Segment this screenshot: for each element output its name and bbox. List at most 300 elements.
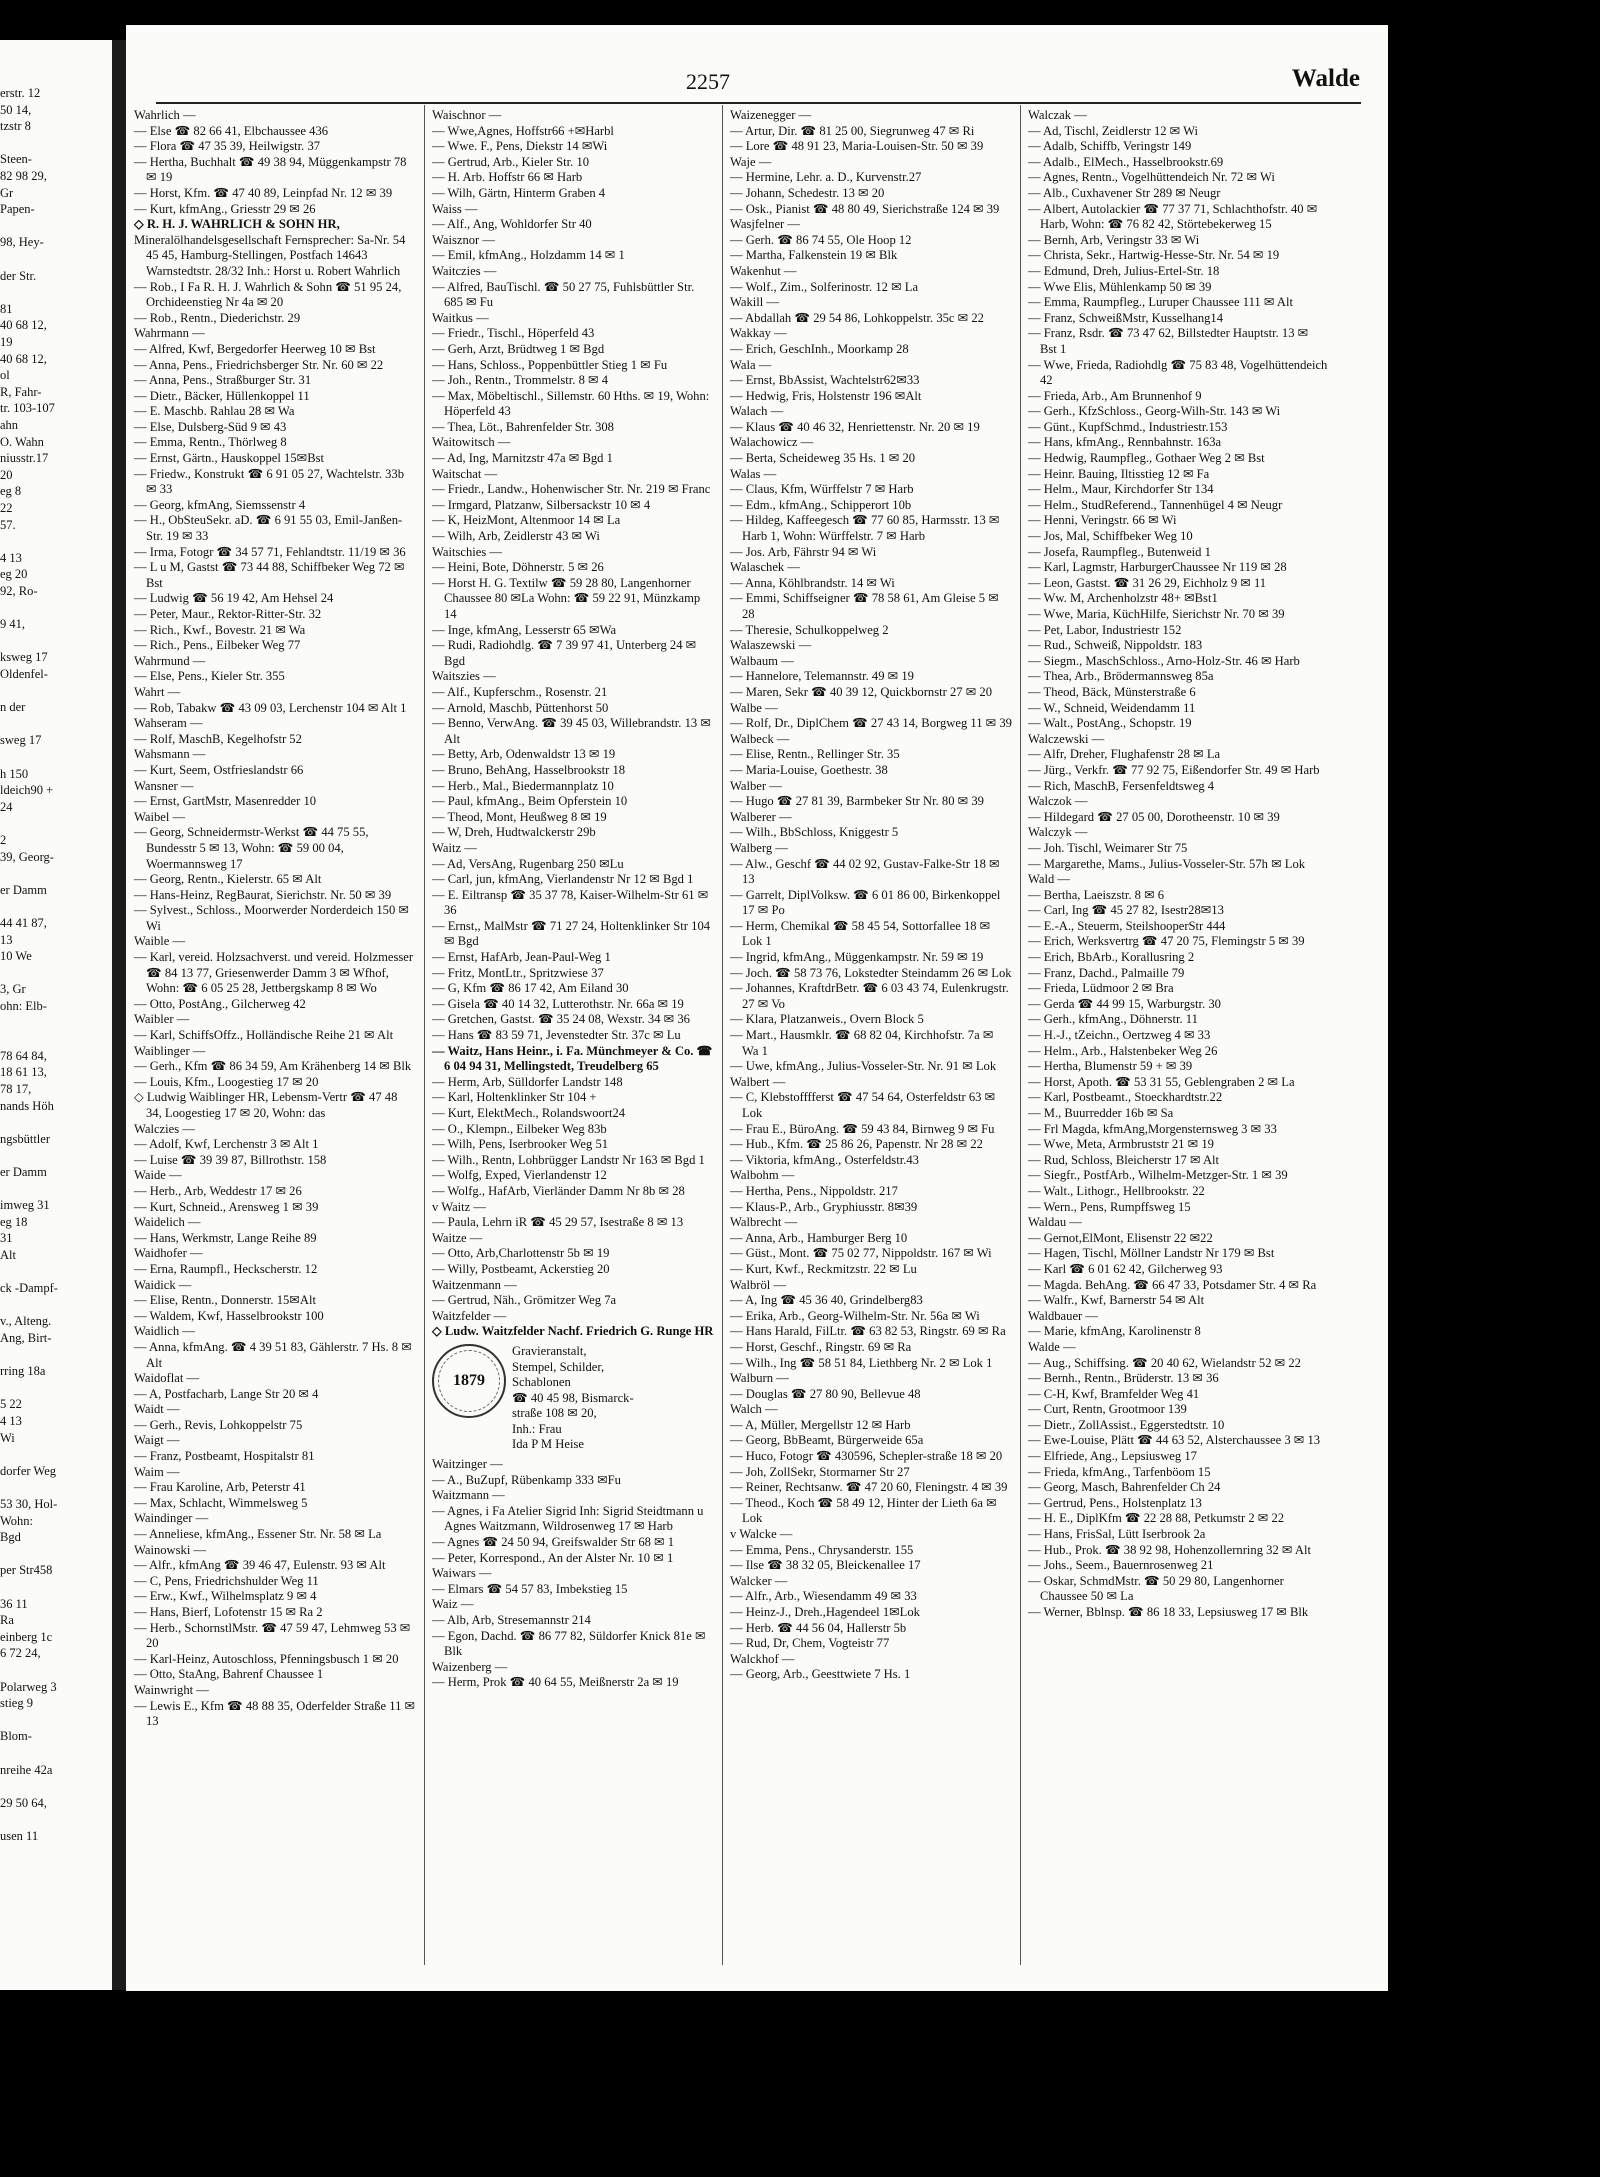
- surname-heading: Waizenegger —: [730, 108, 812, 122]
- directory-entry: — Erich, GeschInh., Moorkamp 28: [730, 341, 909, 356]
- left-page-text: der Str.: [0, 268, 37, 283]
- directory-entry: — A., BuZupf, Rübenkamp 333 ✉Fu: [432, 1472, 621, 1487]
- left-page-text: 19: [0, 335, 13, 349]
- directory-entry: — Rud, Dr, Chem, Vogteistr 77: [730, 1636, 890, 1651]
- directory-entry: — Helm., Maur, Kirchdorfer Str 134: [1028, 482, 1214, 497]
- left-page-text: einberg 1c: [0, 1629, 53, 1644]
- directory-entry: — Jos, Mal, Schiffbeker Weg 10: [1028, 529, 1193, 544]
- left-page-text: niusstr.17: [0, 451, 49, 466]
- directory-entry: — Theresie, Schulkoppelweg 2: [730, 622, 889, 637]
- directory-entry: — Peter, Korrespond., An der Alster Nr. 10 ✉ 1: [432, 1550, 674, 1565]
- directory-entry: — Ernst, HafArb, Jean-Paul-Weg 1: [432, 950, 611, 965]
- directory-entry: — Georg, Rentn., Kielerstr. 65 ✉ Alt: [134, 872, 322, 887]
- directory-entry: — Hugo ☎ 27 81 39, Barmbeker Str Nr. 80 ✉ 39: [730, 794, 984, 809]
- directory-entry: — Hub., Prok. ☎ 38 92 98, Hohenzollernring 32 ✉ Alt: [1028, 1542, 1311, 1557]
- left-page-text: ngsbüttler: [0, 1131, 50, 1146]
- directory-entry: — Elmars ☎ 54 57 83, Imbekstieg 15: [432, 1581, 628, 1596]
- surname-heading: Wainwright —: [134, 1682, 209, 1697]
- left-page-text: h 150: [0, 766, 29, 781]
- directory-entry: — Wolf., Zim., Solferinostr. 12 ✉ La: [730, 279, 919, 294]
- surname-heading: Walbert —: [730, 1074, 786, 1089]
- directory-entry: — Bernh, Arb, Veringstr 33 ✉ Wi: [1028, 232, 1200, 247]
- left-page-text: 36 11: [0, 1596, 28, 1611]
- directory-entry: — Johann, Schedestr. 13 ✉ 20: [730, 185, 885, 200]
- directory-entry: — Gerh., Kfm ☎ 86 34 59, Am Krähenberg 14 ✉ Blk: [134, 1059, 412, 1074]
- directory-entry: — Frieda, kfmAng., Tarfenböom 15: [1028, 1464, 1211, 1479]
- directory-entry: — Garrelt, DiplVolksw. ☎ 6 01 86 00, Birkenkoppel 17 ✉ Po: [730, 887, 1001, 918]
- directory-entry: — Hans ☎ 83 59 71, Jevenstedter Str. 37c ✉ Lu: [432, 1028, 681, 1043]
- directory-entry: — Hans, Werkmstr, Lange Reihe 89: [134, 1230, 317, 1245]
- directory-entry: — Klaus-P., Arb., Gryphiusstr. 8✉39: [730, 1199, 918, 1214]
- directory-entry: — Wwe Elis, Mühlenkamp 50 ✉ 39: [1028, 279, 1212, 294]
- surname-heading: Walczok —: [1028, 794, 1088, 809]
- directory-entry: — Leon, Gastst. ☎ 31 26 29, Eichholz 9 ✉ 11: [1028, 575, 1267, 590]
- left-page-text: rring 18a: [0, 1364, 46, 1379]
- directory-entry: — Abdallah ☎ 29 54 86, Lohkoppelstr. 35c ✉ 22: [730, 310, 984, 325]
- directory-entry: — Anna, kfmAng. ☎ 4 39 51 83, Gählerstr. 7 Hs. 8 ✉ Alt: [134, 1339, 412, 1370]
- left-page-text: 98, Hey-: [0, 235, 44, 250]
- directory-entry: — Albert, Autolackier ☎ 77 37 71, Schlachthofstr. 40 ✉ Harb, Wohn: ☎ 76 82 42, Störtebekerweg 15: [1028, 201, 1318, 232]
- directory-entry: — Joch. ☎ 58 73 76, Lokstedter Steindamm 26 ✉ Lok: [730, 965, 1012, 980]
- directory-entry: — Ad, Ing, Marnitzstr 47a ✉ Bgd 1: [432, 451, 613, 466]
- surname-heading: Walde —: [1028, 1339, 1076, 1354]
- left-page-text: ck -Dampf-: [0, 1281, 58, 1296]
- directory-entry: — Agnes, Rentn., Vogelhüttendeich Nr. 72 ✉ Wi: [1028, 170, 1275, 185]
- directory-entry: — Hagen, Tischl, Möllner Landstr Nr 179 ✉ Bst: [1028, 1246, 1275, 1261]
- directory-entry: — Inge, kfmAng, Lesserstr 65 ✉Wa: [432, 622, 617, 637]
- directory-entry: — K, HeizMont, Altenmoor 14 ✉ La: [432, 513, 621, 528]
- directory-entry: — L u M, Gastst ☎ 73 44 88, Schiffbeker Weg 72 ✉ Bst: [134, 560, 405, 590]
- directory-entry: — Else, Pens., Kieler Str. 355: [134, 669, 285, 684]
- surname-heading: Walbröl —: [730, 1277, 786, 1292]
- directory-entry: — Emmi, Schiffseigner ☎ 78 58 61, Am Gleise 5 ✉ 28: [730, 591, 999, 621]
- directory-entry: — Alfred, BauTischl. ☎ 50 27 75, Fuhlsbüttler Str. 685 ✉ Fu: [432, 279, 695, 310]
- left-page-text: n der: [0, 700, 26, 715]
- surname-heading: Waide —: [134, 1168, 182, 1183]
- directory-entry: — Heinz-J., Dreh.,Hagendeel 1✉Lok: [730, 1605, 920, 1619]
- directory-entry: — Rob., Rentn., Diederichstr. 29: [134, 310, 301, 325]
- directory-entry: — Bernh., Rentn., Brüderstr. 13 ✉ 36: [1028, 1371, 1219, 1386]
- directory-entry: — Wolfg., HafArb, Vierländer Damm Nr 8b ✉ 28: [432, 1183, 685, 1198]
- left-page-text: Papen-: [0, 202, 35, 217]
- directory-entry: — Elise, Rentn., Rellinger Str. 35: [730, 747, 900, 762]
- surname-heading: Waidlich —: [134, 1324, 195, 1339]
- directory-entry: — Irmgard, Platzanw, Silbersackstr 10 ✉ 4: [432, 497, 651, 512]
- directory-entry: — Hertha, Blumenstr 59 + ✉ 39: [1028, 1059, 1193, 1074]
- directory-entry: — Pet, Labor, Industriestr 152: [1028, 622, 1182, 637]
- directory-entry: — Emil, kfmAng., Holzdamm 14 ✉ 1: [432, 248, 625, 263]
- left-page-text: ldeich90 +: [0, 783, 54, 798]
- surname-heading: Waitzinger —: [432, 1457, 503, 1472]
- directory-entry: — Herb., Arb, Weddestr 17 ✉ 26: [134, 1183, 302, 1198]
- directory-entry: — Agnes, i Fa Atelier Sigrid Inh: Sigrid Steidtmann u Agnes Waitzmann, Wildrosenweg 17 ✉ Harb: [432, 1503, 704, 1534]
- directory-entry: — Ernst,, MalMstr ☎ 71 27 24, Holtenklinker Str 104 ✉ Bgd: [432, 918, 711, 949]
- directory-entry: — Wern., Pens, Rumpffsweg 15: [1028, 1199, 1191, 1214]
- surname-heading: Walbe —: [730, 700, 778, 715]
- directory-entry: — Kurt, ElektMech., Rolandswoort24: [432, 1106, 626, 1120]
- directory-entry: — Kurt, Kwf., Reckmitzstr. 22 ✉ Lu: [730, 1261, 917, 1276]
- directory-entry: — Arnold, Maschb, Püttenhorst 50: [432, 700, 609, 715]
- column-divider: [1020, 105, 1021, 1965]
- directory-entry: — Wilh, Gärtn, Hinterm Graben 4: [432, 185, 606, 200]
- directory-entry: — Georg, Masch, Bahrenfelder Ch 24: [1028, 1480, 1221, 1495]
- directory-entry: — Kurt, Schneid., Arensweg 1 ✉ 39: [134, 1199, 319, 1214]
- directory-entry: — H.-J., tZeichn., Oertzweg 4 ✉ 33: [1028, 1028, 1211, 1043]
- directory-entry: — Else ☎ 82 66 41, Elbchaussee 436: [134, 123, 329, 138]
- directory-entry: — Else, Dulsberg-Süd 9 ✉ 43: [134, 419, 287, 434]
- directory-entry: — Flora ☎ 47 35 39, Heilwigstr. 37: [134, 139, 321, 154]
- directory-entry: — Thea, Löt., Bahrenfelder Str. 308: [432, 419, 614, 434]
- surname-heading: Walch —: [730, 1402, 778, 1417]
- left-page-text: eg 18: [0, 1214, 28, 1229]
- surname-heading: Walachowicz —: [730, 435, 814, 450]
- surname-heading: Waitz —: [432, 840, 477, 855]
- surname-heading: Wahrlich —: [134, 108, 196, 122]
- left-page-text: 29 50 64,: [0, 1795, 47, 1810]
- directory-entry: — H., ObSteuSekr. aD. ☎ 6 91 55 03, Emil-Janßen-Str. 19 ✉ 33: [134, 513, 403, 544]
- left-page-text: tzstr 8: [0, 119, 31, 134]
- surname-heading: Waischnor —: [432, 108, 502, 122]
- directory-entry: — Georg, Arb., Geesttwiete 7 Hs. 1: [730, 1667, 911, 1682]
- directory-entry: — M., Buurredder 16b ✉ Sa: [1028, 1106, 1174, 1120]
- directory-entry: — Gerh, Arzt, Brüdtweg 1 ✉ Bgd: [432, 341, 605, 356]
- directory-entry: — Emma, Pens., Chrysanderstr. 155: [730, 1542, 914, 1557]
- directory-entry: — Frau E., BüroAng. ☎ 59 43 84, Birnweg 9 ✉ Fu: [730, 1121, 995, 1136]
- left-page-text: 39, Georg-: [0, 849, 54, 864]
- left-page-text: 6 72 24,: [0, 1646, 41, 1661]
- directory-entry: — Karl ☎ 6 01 62 42, Gilcherweg 93: [1028, 1261, 1223, 1276]
- directory-entry: — Klara, Platzanweis., Overn Block 5: [730, 1012, 924, 1027]
- directory-entry: — Ww. M, Archenholzstr 48+ ✉Bst1: [1028, 591, 1218, 606]
- directory-entry: — H. E., DiplKfm ☎ 22 28 88, Petkumstr 2 ✉ 22: [1028, 1511, 1285, 1526]
- directory-entry: — Maria-Louise, Goethestr. 38: [730, 762, 888, 777]
- directory-entry: — Hub., Kfm. ☎ 25 86 26, Papenstr. Nr 28 ✉ 22: [730, 1137, 983, 1152]
- advert-line: ☎ 40 45 98, Bismarck-: [512, 1390, 634, 1405]
- directory-entry: — A, Müller, Mergellstr 12 ✉ Harb: [730, 1417, 911, 1432]
- surname-heading: Walach —: [730, 404, 784, 419]
- directory-entry: — Luise ☎ 39 39 87, Billrothstr. 158: [134, 1152, 327, 1167]
- directory-entry: — W., Schneid, Weidendamm 11: [1028, 700, 1196, 715]
- surname-heading: Walckhof —: [730, 1651, 795, 1666]
- directory-entry: — Irma, Fotogr ☎ 34 57 71, Fehlandtstr. 11/19 ✉ 36: [134, 544, 406, 559]
- directory-entry: — Alfred, Kwf, Bergedorfer Heerweg 10 ✉ Bst: [134, 341, 376, 356]
- directory-entry: — Walt., Lithogr., Hellbrookstr. 22: [1028, 1183, 1205, 1198]
- left-page-text: ohn: Elb-: [0, 999, 47, 1013]
- surname-heading: Wainowski —: [134, 1542, 207, 1557]
- directory-entry: — Otto, PostAng., Gilcherweg 42: [134, 996, 306, 1011]
- directory-entry: — Maren, Sekr ☎ 40 39 12, Quickbornstr 27 ✉ 20: [730, 684, 992, 699]
- directory-entry: — Herm, Prok ☎ 40 64 55, Meißnerstr 2a ✉ 19: [432, 1675, 679, 1690]
- left-page-text: imweg 31: [0, 1198, 50, 1213]
- directory-entry: — Alfr, Dreher, Flughafenstr 28 ✉ La: [1028, 747, 1221, 762]
- directory-entry: — Adalb, Schiffb, Veringstr 149: [1028, 139, 1192, 154]
- surname-heading: Walczyk —: [1028, 825, 1088, 840]
- directory-entry: — Hedwig, Raumpfleg., Gothaer Weg 2 ✉ Bst: [1028, 451, 1265, 466]
- left-page-text: er Damm: [0, 1165, 47, 1179]
- column-4: [1028, 108, 1328, 1621]
- directory-entry: — Fritz, MontLtr., Spritzwiese 37: [432, 965, 604, 980]
- directory-entry: — Betty, Arb, Odenwaldstr 13 ✉ 19: [432, 747, 616, 762]
- surname-heading: Waje —: [730, 154, 772, 169]
- directory-entry: — Herm, Arb, Sülldorfer Landstr 148: [432, 1074, 623, 1089]
- directory-entry: — Waldem, Kwf, Hasselbrookstr 100: [134, 1308, 324, 1323]
- directory-entry: — Hannelore, Telemannstr. 49 ✉ 19: [730, 669, 914, 684]
- left-page-text: O. Wahn: [0, 434, 44, 449]
- directory-entry: — Rud, Schloss, Bleicherstr 17 ✉ Alt: [1028, 1152, 1220, 1167]
- directory-entry: — Louis, Kfm., Loogestieg 17 ✉ 20: [134, 1074, 319, 1089]
- directory-entry: — Theod, Bäck, Münsterstraße 6: [1028, 684, 1196, 699]
- left-page-text: eg 8: [0, 484, 22, 499]
- directory-entry: — Wolfg, Exped, Vierlandenstr 12: [432, 1168, 607, 1183]
- directory-entry: — Dietr., ZollAssist., Eggerstedtstr. 10: [1028, 1417, 1225, 1432]
- surname-heading: Waldbauer —: [1028, 1308, 1098, 1323]
- surname-heading: Wahrmann —: [134, 326, 205, 341]
- left-page-text: erstr. 12: [0, 86, 41, 100]
- directory-entry: — Alb, Arb, Stresemannstr 214: [432, 1613, 591, 1627]
- directory-entry: — Gertrud, Arb., Kieler Str. 10: [432, 154, 590, 169]
- directory-entry: — Heini, Bote, Döhnerstr. 5 ✉ 26: [432, 560, 604, 575]
- directory-entry: — Elfriede, Ang., Lepsiusweg 17: [1028, 1449, 1197, 1464]
- directory-entry: — Ernst, GartMstr, Masenredder 10: [134, 794, 317, 809]
- directory-entry: — Wilh., BbSchloss, Kniggestr 5: [730, 825, 899, 840]
- surname-heading: Wald —: [1028, 872, 1071, 887]
- directory-entry: — Gertrud, Pens., Holstenplatz 13: [1028, 1495, 1202, 1510]
- directory-entry: — Hedwig, Fris, Holstenstr 196 ✉Alt: [730, 388, 922, 403]
- directory-entry: — Paula, Lehrn iR ☎ 45 29 57, Isestraße 8 ✉ 13: [432, 1215, 684, 1230]
- surname-heading: Walczak —: [1028, 108, 1087, 122]
- left-page-text: ksweg 17: [0, 650, 48, 665]
- directory-entry: ◇ R. H. J. WAHRLICH & SOHN HR,: [134, 217, 340, 232]
- directory-entry: — Christa, Sekr., Hartwig-Hesse-Str. Nr. 54 ✉ 19: [1028, 248, 1280, 263]
- surname-heading: Waitzfelder —: [432, 1308, 507, 1323]
- directory-entry: — Carl, jun, kfmAng, Vierlandenstr Nr 12 ✉ Bgd 1: [432, 872, 694, 887]
- directory-entry: — Otto, StaAng, Bahrenf Chaussee 1: [134, 1667, 324, 1682]
- directory-entry: — Frieda, Arb., Am Brunnenhof 9: [1028, 388, 1202, 403]
- directory-entry: — Jürg., Verkfr. ☎ 77 92 75, Eißendorfer Str. 49 ✉ Harb: [1028, 762, 1320, 777]
- directory-entry: — Josefa, Raumpfleg., Butenweid 1: [1028, 544, 1211, 559]
- directory-entry: — Werner, Bblnsp. ☎ 86 18 33, Lepsiusweg 17 ✉ Blk: [1028, 1605, 1309, 1619]
- directory-entry: — Friedw., Konstrukt ☎ 6 91 05 27, Wachtelstr. 33b ✉ 33: [134, 466, 405, 497]
- directory-entry: — Siegm., MaschSchloss., Arno-Holz-Str. 46 ✉ Harb: [1028, 653, 1300, 668]
- left-page-text: Wohn:: [0, 1513, 34, 1528]
- directory-entry: — Ewe-Louise, Plätt ☎ 44 63 52, Alsterchaussee 3 ✉ 13: [1028, 1433, 1321, 1448]
- directory-entry: — Anneliese, kfmAng., Essener Str. Nr. 58 ✉ La: [134, 1527, 382, 1542]
- directory-entry: — Berta, Scheideweg 35 Hs. 1 ✉ 20: [730, 451, 916, 466]
- left-page-text: 44 41 87,: [0, 916, 47, 930]
- directory-entry: — Osk., Pianist ☎ 48 80 49, Sierichstraße 124 ✉ 39: [730, 201, 1000, 216]
- directory-entry: — Rob, Tabakw ☎ 43 09 03, Lerchenstr 104 ✉ Alt 1: [134, 700, 407, 715]
- column-3: [730, 108, 1012, 1683]
- directory-entry: — A, Postfacharb, Lange Str 20 ✉ 4: [134, 1386, 319, 1401]
- directory-entry: — C, Klebstofffferst ☎ 47 54 64, Osterfeldstr 63 ✉ Lok: [730, 1090, 996, 1120]
- directory-entry: — Jos. Arb, Fährstr 94 ✉ Wi: [730, 544, 877, 559]
- left-page-text: 3, Gr: [0, 982, 26, 997]
- left-page-text: 5 22: [0, 1397, 22, 1412]
- surname-heading: Walberg —: [730, 840, 788, 855]
- left-page-text: 13: [0, 932, 13, 947]
- surname-heading: Walas —: [730, 466, 777, 481]
- surname-heading: Waibler —: [134, 1012, 190, 1027]
- directory-entry: — Georg, kfmAng, Siemssenstr 4: [134, 497, 306, 512]
- left-page-text: 82 98 29,: [0, 169, 47, 183]
- left-page-text: Blom-: [0, 1729, 32, 1744]
- directory-entry: — Edmund, Dreh, Julius-Ertel-Str. 18: [1028, 263, 1220, 278]
- directory-entry: ◇ Ludw. Waitzfelder Nachf. Friedrich G. Runge HR: [432, 1324, 714, 1339]
- surname-heading: Waitschies —: [432, 544, 502, 559]
- directory-entry: — Alf., Ang, Wohldorfer Str 40: [432, 217, 592, 232]
- left-page-fragment: [0, 40, 112, 1990]
- left-page-text: nreihe 42a: [0, 1762, 53, 1777]
- surname-heading: Walbaum —: [730, 653, 794, 668]
- surname-heading: Waindinger —: [134, 1511, 209, 1526]
- directory-entry: — Emma, Raumpfleg., Luruper Chaussee 111 ✉ Alt: [1028, 295, 1293, 310]
- directory-entry: — Wwe,Agnes, Hoffstr66 +✉Harbl: [432, 123, 614, 138]
- directory-entry: — Kurt, Seem, Ostfrieslandstr 66: [134, 762, 304, 777]
- directory-entry: — Alfr., kfmAng ☎ 39 46 47, Eulenstr. 93 ✉ Alt: [134, 1558, 386, 1573]
- surname-heading: Waiblinger —: [134, 1043, 206, 1058]
- directory-entry: — Ingrid, kfmAng., Müggenkampstr. Nr. 59 ✉ 19: [730, 950, 984, 965]
- surname-heading: Wahrmund —: [134, 653, 206, 668]
- directory-entry: — Gerh. ☎ 86 74 55, Ole Hoop 12: [730, 232, 912, 247]
- surname-heading: Waitczies —: [432, 263, 497, 278]
- advert-line: Schablonen: [512, 1375, 571, 1390]
- directory-entry: — Hildeg, Kaffeegesch ☎ 77 60 85, Harmsstr. 13 ✉ Harb 1, Wohn: Würffelstr. 7 ✉ Harb: [730, 513, 1000, 544]
- left-page-text: tr. 103-107: [0, 401, 55, 416]
- surname-heading: v Waitz —: [432, 1199, 487, 1214]
- directory-entry: — Lore ☎ 48 91 23, Maria-Louisen-Str. 50 ✉ 39: [730, 139, 984, 154]
- directory-entry: — G, Kfm ☎ 86 17 42, Am Eiland 30: [432, 981, 629, 996]
- directory-entry: — Willy, Postbeamt, Ackerstieg 20: [432, 1261, 610, 1276]
- directory-entry: — Ernst, Gärtn., Hauskoppel 15✉Bst: [134, 451, 324, 466]
- directory-entry: — Joh, ZollSekr, Stormarner Str 27: [730, 1464, 910, 1479]
- directory-entry: — Walfr., Kwf, Barnerstr 54 ✉ Alt: [1028, 1293, 1205, 1308]
- directory-entry: — Max, Schlacht, Wimmelsweg 5: [134, 1495, 308, 1510]
- advert-line: Stempel, Schilder,: [512, 1359, 605, 1374]
- surname-heading: Waitze —: [432, 1230, 483, 1245]
- directory-entry: — Bruno, BehAng, Hasselbrookstr 18: [432, 762, 626, 777]
- directory-entry: — Hildegard ☎ 27 05 00, Dorotheenstr. 10 ✉ 39: [1028, 809, 1280, 824]
- advert-line: straße 108 ✉ 20,: [512, 1406, 597, 1421]
- directory-entry: — Karl, vereid. Holzsachverst. und vereid. Holzmesser ☎ 84 13 77, Griesenwerder Damm 3 ✉ Wfhof, Wohn: ☎ 6 05 25 28, Jettbergskamp 8 ✉ Wo: [134, 950, 414, 996]
- directory-entry: ◇ Ludwig Waiblinger HR, Lebensm-Vertr ☎ 47 48 34, Loogestieg 17 ✉ 20, Wohn: das: [134, 1090, 398, 1120]
- directory-entry: — Marie, kfmAng, Karolinenstr 8: [1028, 1324, 1201, 1339]
- directory-entry: — Gerda ☎ 44 99 15, Warburgstr. 30: [1028, 996, 1221, 1011]
- left-page-text: 4 13: [0, 1414, 22, 1428]
- directory-entry: — Rich., Kwf., Bovestr. 21 ✉ Wa: [134, 622, 306, 637]
- surname-heading: Wala —: [730, 357, 772, 372]
- directory-entry: — Karl, SchiffsOffz., Holländische Reihe 21 ✉ Alt: [134, 1028, 394, 1043]
- left-page-text: 9 41,: [0, 617, 25, 632]
- directory-entry: — Otto, Arb,Charlottenstr 5b ✉ 19: [432, 1246, 610, 1261]
- surname-heading: Wahseram —: [134, 716, 203, 731]
- directory-entry: Mineralölhandelsgesellschaft Fernsprecher: Sa-Nr. 54 45 45, Hamburg-Stellingen, Postfach 14643 Warnstedtstr. 28/32 Inh.: Horst u. Robert Wahrlich: [134, 232, 406, 278]
- directory-entry: — Wwe, Maria, KüchHilfe, Sierichstr Nr. 70 ✉ 39: [1028, 607, 1285, 621]
- left-page-text: 81: [0, 301, 13, 316]
- left-page-text: Polarweg 3: [0, 1679, 57, 1694]
- directory-entry: — Thea, Arb., Brödermannsweg 85a: [1028, 669, 1214, 684]
- surname-heading: Walberer —: [730, 809, 792, 824]
- directory-entry: — Claus, Kfm, Würffelstr 7 ✉ Harb: [730, 482, 914, 497]
- directory-entry: — Frl Magda, kfmAng,Morgensternsweg 3 ✉ 33: [1028, 1121, 1277, 1136]
- directory-entry: — Johannes, KraftdrBetr. ☎ 6 03 43 74, Eulenkrugstr. 27 ✉ Vo: [730, 981, 1009, 1011]
- surname-heading: v Walcke —: [730, 1527, 793, 1542]
- directory-entry: — Franz, Rsdr. ☎ 73 47 62, Billstedter Hauptstr. 13 ✉ Bst 1: [1028, 326, 1309, 356]
- directory-entry: — H. Arb. Hoffstr 66 ✉ Harb: [432, 170, 583, 185]
- directory-entry: — Ad, VersAng, Rugenbarg 250 ✉Lu: [432, 856, 624, 871]
- scan-border-bottom: [0, 1995, 1600, 2177]
- column-divider: [424, 105, 425, 1965]
- directory-entry: — Mart., Hausmklr. ☎ 68 82 04, Kirchhofstr. 7a ✉ Wa 1: [730, 1028, 994, 1058]
- directory-entry: — Horst, Kfm. ☎ 47 40 89, Leinpfad Nr. 12 ✉ 39: [134, 185, 393, 200]
- directory-entry: — Frieda, Lüdmoor 2 ✉ Bra: [1028, 981, 1174, 996]
- directory-entry: — Reiner, Rechtsanw. ☎ 47 20 60, Fleningstr. 4 ✉ 39: [730, 1480, 1008, 1495]
- directory-entry: — Bertha, Laeiszstr. 8 ✉ 6: [1028, 887, 1165, 902]
- column-1: [134, 108, 416, 1730]
- directory-entry: — O., Klempn., Eilbeker Weg 83b: [432, 1121, 607, 1136]
- directory-entry: — Aug., Schiffsing. ☎ 20 40 62, Wielandstr 52 ✉ 22: [1028, 1355, 1301, 1370]
- left-page-text: 50 14,: [0, 102, 32, 117]
- left-page-text: 40 68 12,: [0, 318, 47, 333]
- directory-entry: — Martha, Falkenstein 19 ✉ Blk: [730, 248, 898, 263]
- directory-entry: — E. Maschb. Rahlau 28 ✉ Wa: [134, 404, 295, 419]
- page-header: [126, 65, 1388, 105]
- directory-entry: — Agnes ☎ 24 50 94, Greifswalder Str 68 ✉ 1: [432, 1535, 675, 1550]
- surname-heading: Waitschat —: [432, 466, 498, 481]
- left-page-text: er Damm: [0, 882, 47, 897]
- directory-entry: — Uwe, kfmAng., Julius-Vosseler-Str. Nr. 91 ✉ Lok: [730, 1059, 997, 1074]
- directory-entry: — Hans, Bierf, Lofotenstr 15 ✉ Ra 2: [134, 1605, 323, 1619]
- directory-entry: — Günt., KupfSchmd., Industriestr.153: [1028, 419, 1228, 434]
- directory-entry: — Erw., Kwf., Wilhelmsplatz 9 ✉ 4: [134, 1589, 317, 1604]
- directory-entry: — Karl, Postbeamt., Stoeckhardtstr.22: [1028, 1090, 1223, 1105]
- directory-entry: — Rich., Pens., Eilbeker Weg 77: [134, 638, 301, 653]
- directory-entry: — Kurt, kfmAng., Griesstr 29 ✉ 26: [134, 201, 316, 216]
- directory-entry: — Karl, Lagmstr, HarburgerChaussee Nr 119 ✉ 28: [1028, 560, 1287, 575]
- directory-entry: — Wwe, Frieda, Radiohdlg ☎ 75 83 48, Vogelhüttendeich 42: [1028, 357, 1328, 388]
- left-page-text: 10 We: [0, 949, 32, 964]
- left-page-text: eg 20: [0, 567, 28, 582]
- directory-entry: — Anna, Köhlbrandstr. 14 ✉ Wi: [730, 575, 895, 590]
- directory-entry: — Georg, Schneidermstr-Werkst ☎ 44 75 55, Bundesstr 5 ✉ 13, Wohn: ☎ 59 00 04, Woermannsweg 17: [134, 825, 369, 871]
- left-page-text: 78 64 84,: [0, 1048, 47, 1063]
- surname-heading: Waizenberg —: [432, 1659, 508, 1674]
- directory-entry: — Elise, Rentn., Donnerstr. 15✉Alt: [134, 1293, 316, 1308]
- directory-entry: — Joh. Tischl, Weimarer Str 75: [1028, 840, 1188, 855]
- directory-entry: — Horst H. G. Textilw ☎ 59 28 80, Langenhorner Chaussee 80 ✉La Wohn: ☎ 59 22 91, Münzkamp 14: [432, 575, 701, 621]
- directory-entry: — Wilh, Arb, Zeidlerstr 43 ✉ Wi: [432, 529, 600, 544]
- surname-heading: Wahrt —: [134, 684, 181, 699]
- directory-entry: — E. Eiltransp ☎ 35 37 78, Kaiser-Wilhelm-Str 61 ✉ 36: [432, 887, 709, 918]
- running-title: Walde: [1291, 65, 1360, 92]
- directory-entry: — Gretchen, Gastst. ☎ 35 24 08, Wexstr. 34 ✉ 36: [432, 1012, 690, 1027]
- left-page-text: dorfer Weg: [0, 1463, 57, 1478]
- left-page-text: 57.: [0, 517, 16, 532]
- directory-entry: — Edm., kfmAng., Schipperort 10b: [730, 497, 912, 512]
- surname-heading: Waidoflat —: [134, 1371, 200, 1386]
- left-page-text: Oldenfel-: [0, 667, 48, 681]
- surname-heading: Waitowitsch —: [432, 435, 511, 450]
- directory-entry: — Joh., Rentn., Trommelstr. 8 ✉ 4: [432, 373, 609, 388]
- directory-entry: — Hans Harald, FilLtr. ☎ 63 82 53, Ringstr. 69 ✉ Ra: [730, 1324, 1006, 1339]
- left-page-text: per Str458: [0, 1563, 53, 1578]
- directory-entry: — Waitz, Hans Heinr., i. Fa. Münchmeyer & Co. ☎ 6 04 94 31, Mellingstedt, Treudelberg 65: [432, 1043, 713, 1074]
- surname-heading: Waitzenmann —: [432, 1277, 517, 1292]
- directory-entry: — Ilse ☎ 38 32 05, Bleickenallee 17: [730, 1558, 921, 1573]
- left-page-text: 24: [0, 799, 13, 814]
- surname-heading: Waidick —: [134, 1277, 192, 1292]
- directory-entry: — Theod, Mont, Heußweg 8 ✉ 19: [432, 809, 607, 824]
- left-page-text: Steen-: [0, 152, 32, 167]
